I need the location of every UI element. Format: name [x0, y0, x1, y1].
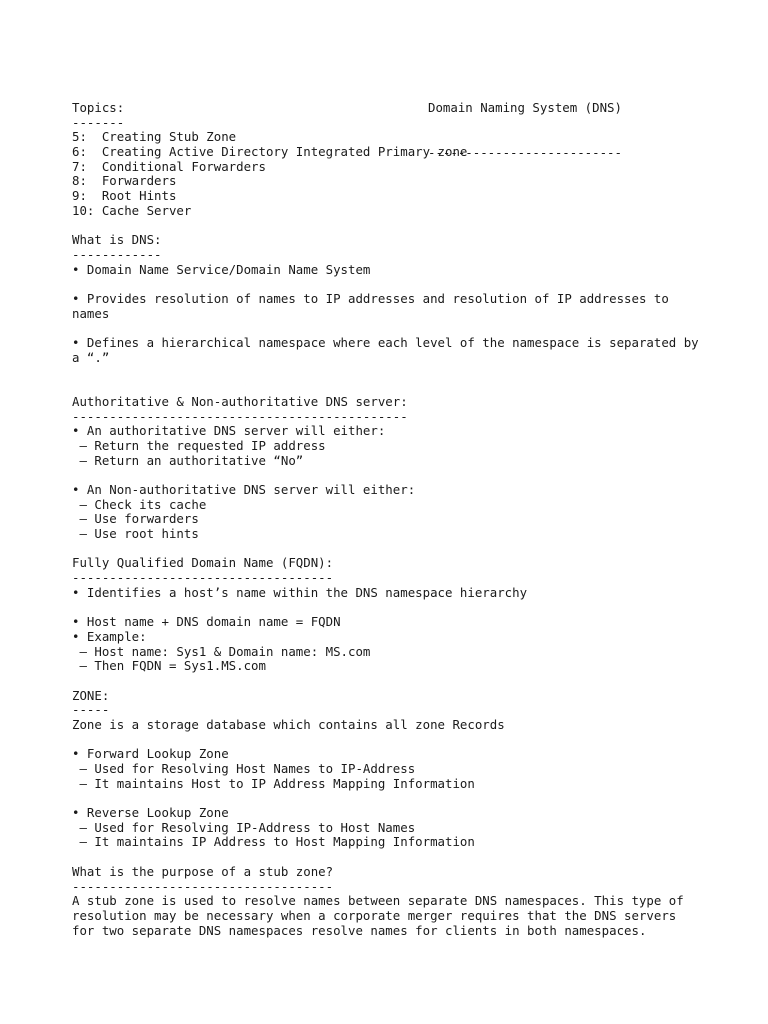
zone-underline: ----- [72, 702, 110, 718]
topic-item: 10: Cache Server [72, 202, 192, 218]
stub-zone-paragraph-line: for two separate DNS namespaces resolve names for clients in both namespaces. [72, 922, 647, 938]
fqdn-heading: Fully Qualified Domain Name (FQDN): [72, 555, 334, 571]
stub-zone-heading: What is the purpose of a stub zone? [72, 863, 334, 879]
topics-underline: ------- [72, 114, 125, 130]
authoritative-heading: Authoritative & Non-authoritative DNS server: [72, 393, 408, 409]
reverse-lookup-item: – Used for Resolving IP-Address to Host Names [72, 819, 416, 835]
forward-lookup-bullet: • Forward Lookup Zone [72, 746, 229, 762]
forward-lookup-item: – Used for Resolving Host Names to IP-Address [72, 761, 416, 777]
stub-zone-paragraph-line: A stub zone is used to resolve names between separate DNS namespaces. This type of [72, 893, 684, 909]
topic-item: 9: Root Hints [72, 188, 177, 204]
zone-section [72, 689, 712, 851]
fqdn-bullet-example: • Example: [72, 628, 147, 644]
authoritative-underline: --------------------------------------------- [72, 408, 408, 424]
what-is-dns-underline: ------------ [72, 246, 162, 262]
authoritative-section [72, 395, 712, 542]
reverse-lookup-bullet: • Reverse Lookup Zone [72, 805, 229, 821]
non-authoritative-subitem: – Check its cache [72, 496, 207, 512]
what-is-dns-section [72, 233, 712, 365]
fqdn-underline: ----------------------------------- [72, 570, 334, 586]
dns-bullet-namespace: • Defines a hierarchical namespace where each level of the namespace is separated by a “.” [72, 335, 707, 365]
reverse-lookup-item: – It maintains IP Address to Host Mapping Information [72, 834, 475, 850]
fqdn-bullet-identifies: • Identifies a host’s name within the DNS namespace hierarchy [72, 584, 528, 600]
topics-heading: Topics: [72, 100, 125, 115]
authoritative-subitem: – Return an authoritative “No” [72, 452, 304, 468]
zone-description: Zone is a storage database which contains all zone Records [72, 716, 505, 732]
topic-item: 5: Creating Stub Zone [72, 129, 237, 145]
what-is-dns-heading: What is DNS: [72, 232, 162, 248]
non-authoritative-subitem: – Use forwarders [72, 511, 199, 527]
forward-lookup-item: – It maintains Host to IP Address Mapping Information [72, 775, 475, 791]
stub-zone-section [72, 865, 712, 938]
fqdn-bullet-formula: • Host name + DNS domain name = FQDN [72, 614, 341, 630]
topic-item: 6: Creating Active Directory Integrated Primary zone [72, 144, 468, 160]
authoritative-bullet: • An authoritative DNS server will either: [72, 423, 386, 439]
document-body [72, 101, 712, 938]
zone-heading: ZONE: [72, 687, 110, 703]
document-title: Domain Naming System (DNS) [428, 100, 622, 116]
authoritative-subitem: – Return the requested IP address [72, 437, 326, 453]
non-authoritative-bullet: • An Non-authoritative DNS server will either: [72, 481, 416, 497]
fqdn-example-item: – Then FQDN = Sys1.MS.com [72, 658, 266, 674]
dns-bullet-resolution: • Provides resolution of names to IP addresses and resolution of IP addresses to names [72, 290, 677, 321]
fqdn-section [72, 556, 712, 674]
stub-zone-underline: ----------------------------------- [72, 878, 334, 894]
fqdn-example-item: – Host name: Sys1 & Domain name: MS.com [72, 643, 371, 659]
title-underline: -------------------------- [428, 144, 622, 160]
dns-bullet-definition: • Domain Name Service/Domain Name System [72, 261, 371, 277]
stub-zone-paragraph-line: resolution may be necessary when a corporate merger requires that the DNS servers [72, 907, 677, 923]
non-authoritative-subitem: – Use root hints [72, 526, 199, 542]
topics-section [72, 101, 712, 219]
topic-item: 8: Forwarders [72, 173, 177, 189]
topic-item: 7: Conditional Forwarders [72, 158, 266, 174]
